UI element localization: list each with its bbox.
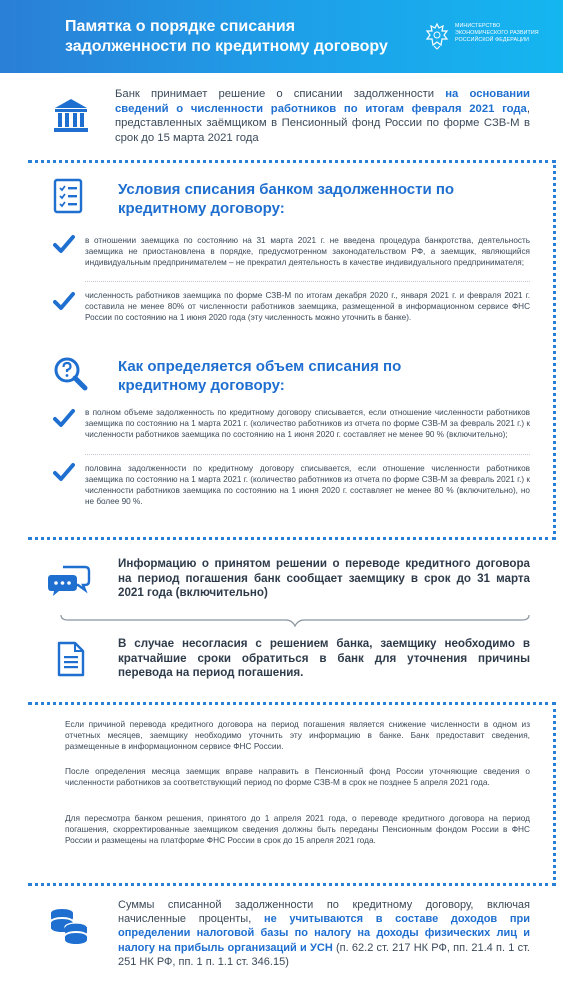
- info-paragraph-1: Если причиной перевода кредитного договора на период погашения является снижение численности в одном из отчетных месяцев, заемщику необходимо уточнить эту информацию в банке. Банк предоставит сведения, размещенные в информационном сервисе ФНС России.: [65, 719, 530, 751]
- intro-text: [115, 87, 530, 145]
- check-icon: [53, 408, 75, 428]
- final-text: [118, 898, 530, 969]
- final-part2: (п. 62.2 ст. 217 НК РФ, пп. 21.4 п. 1 ст. 251 НК РФ, пп. 1 п. 1.1 ст. 346.15): [118, 941, 530, 968]
- chat-bubbles-icon: [47, 563, 91, 597]
- header-banner: [0, 0, 563, 73]
- intro-part2: , представленных заёмщиком в Пенсионный фонд России по форме СЗВ-М в срок до 15 марта 2021 года: [115, 102, 530, 144]
- conditions-title: Условия списания банком задолженности по кредитному договору:: [118, 181, 455, 217]
- info-paragraph-3: Для пересмотра банком решения, принятого до 1 апреля 2021 года, о переводе кредитного договора на период погашения, скорректированные заемщиком сведения должны быть переданы Пенсионным фондом России в ФНС России и размещены на платформе ФНС России в срок до 15 апреля 2021 года.: [65, 813, 530, 845]
- page-title: Памятка о порядке списания задолженности по кредитному договору: [65, 18, 388, 55]
- coins-icon: [48, 905, 90, 945]
- emblem-icon: [425, 22, 449, 50]
- check-icon: [53, 291, 75, 311]
- magnifier-question-icon: [52, 355, 88, 391]
- checklist-icon: [53, 178, 83, 214]
- brace-divider: [60, 614, 530, 628]
- conditions-item-2: численность работников заемщика по форме СЗВ-М по итогам декабря 2020 г., января 2021 г. и февраля 2021 г. составила не менее 80% от численности работников заемщика, размещенной в информационном сервисе ФНС России по состоянию на 1 июня 2020 года (эту численность можно уточнить в банке).: [85, 291, 530, 322]
- divider: [85, 454, 530, 455]
- intro-highlight: на основании сведений о численности работников по итогам февраля 2021 года: [115, 88, 530, 115]
- volume-item-2: половина задолженности по кредитному договору списывается, если отношение численности работников заемщика по состоянию на 1 марта 2021 г. (количество работников из отчета по форме СЗВ-М за февраль 2021 г.) к численности работников заемщика по состоянию на 1 июня 2020 г. составляет не менее 80 % (включительно), но не более 90 %.: [85, 464, 530, 506]
- volume-item-1: в полном объеме задолженность по кредитному договору списывается, если отношение численности работников заемщика по состоянию на 1 марта 2021 г. (количество работников из отчета по форме СЗВ-М за февраль 2021 г.) к численности работников заемщика по состоянию на 1 июня 2020 г. составляет не менее 90 % (включительно);: [85, 408, 530, 439]
- ministry-logo: [425, 22, 550, 52]
- notice-text: Информацию о принятом решении о переводе кредитного договора на период погашения банк сообщает заемщику в срок до 31 марта 2021 года (включительно): [118, 557, 530, 599]
- check-icon: [53, 462, 75, 482]
- volume-title: Как определяется объем списания по кредитному договору:: [118, 358, 402, 394]
- final-part1: Суммы списанной задолженности по кредитному договору, включая начисленные проценты,: [118, 899, 530, 926]
- intro-part1: Банк принимает решение о списании задолженности: [115, 88, 446, 100]
- bank-icon: [52, 96, 90, 134]
- document-icon: [57, 641, 85, 677]
- disagree-text: В случае несогласия с решением банка, заемщику необходимо в кратчайшие сроки обратиться в банк для уточнения причины перевода на период погашения.: [118, 637, 530, 679]
- info-paragraph-2: После определения месяца заемщик вправе направить в Пенсионный фонд России уточняющие сведения о численности работников за соответствующий период по форме СЗВ-М в срок не позднее 5 апреля 2021 года.: [65, 766, 530, 787]
- divider: [85, 281, 530, 282]
- ministry-name: МИНИСТЕРСТВО ЭКОНОМИЧЕСКОГО РАЗВИТИЯ РОССИЙСКОЙ ФЕДЕРАЦИИ: [455, 23, 539, 43]
- check-icon: [53, 234, 75, 254]
- final-highlight: не учитываются в составе доходов при определении налоговой базы по налогу на доходы физических лиц и налогу на прибыль организаций и УСН: [118, 913, 530, 954]
- conditions-item-1: в отношении заемщика по состоянию на 31 марта 2021 г. не введена процедура банкротства, деятельность заемщика не приостановлена в порядке, предусмотренном законодательством РФ, а заемщик, являющийся индивидуальным предпринимателем – не прекратил деятельность в качестве индивидуального предпринимателя;: [85, 236, 530, 267]
